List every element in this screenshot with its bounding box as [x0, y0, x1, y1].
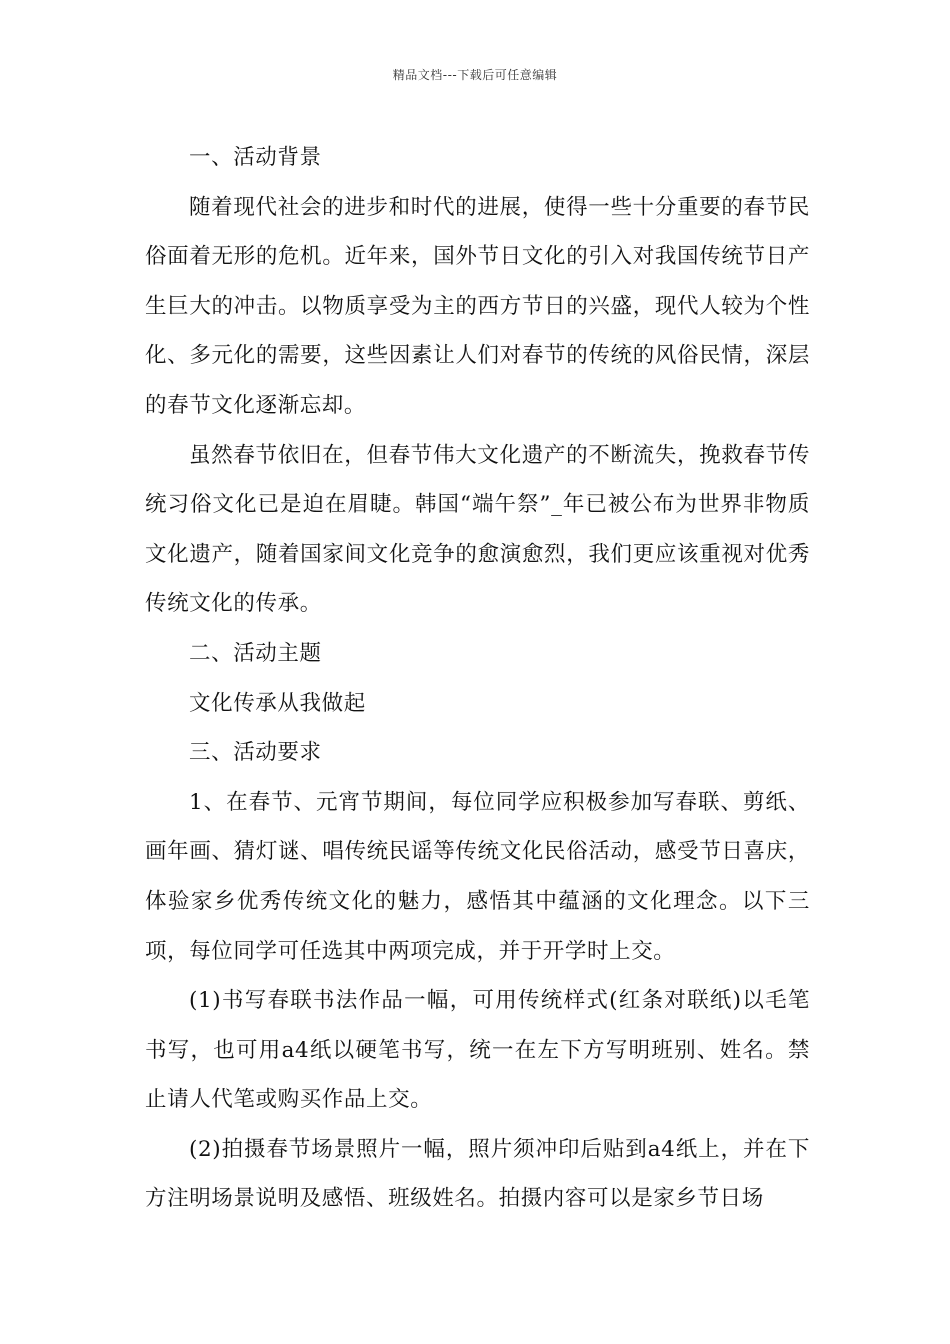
paragraph-item-1: (1)书写春联书法作品一幅，可用传统样式(红条对联纸)以毛笔书写，也可用a4纸以硬笔书写，统一在左下方写明班别、姓名。禁止请人代笔或购买作品上交。 — [145, 988, 810, 1113]
paragraph-item-2: (2)拍摄春节场景照片一幅，照片须冲印后贴到a4纸上，并在下方注明场景说明及感悟、班级姓名。拍摄内容可以是家乡节日场 — [145, 1136, 810, 1212]
paragraph-background-2: 虽然春节依旧在，但春节伟大文化遗产的不断流失，挽救春节传统习俗文化已是迫在眉睫。韩国“端午祭”_年已被公布为世界非物质文化遗产，随着国家间文化竞争的愈演愈烈，我们更应该重视对优秀传统文化的传承。 — [145, 442, 810, 617]
section-heading-background: 一、活动背景 — [189, 145, 322, 170]
page-header: 精品文档---下载后可任意编辑 — [392, 68, 558, 82]
paragraph-theme: 文化传承从我做起 — [189, 690, 366, 716]
paragraph-background-1: 随着现代社会的进步和时代的进展，使得一些十分重要的春节民俗面着无形的危机。近年来，国外节日文化的引入对我国传统节日产生巨大的冲击。以物质享受为主的西方节日的兴盛，现代人较为个性化、多元化的需要，这些因素让人们对春节的传统的风俗民情，深层的春节文化逐渐忘却。 — [145, 194, 810, 418]
section-heading-requirements: 三、活动要求 — [189, 740, 322, 766]
document-body — [145, 133, 810, 1224]
paragraph-requirement-1: 1、在春节、元宵节期间，每位同学应积极参加写春联、剪纸、画年画、猜灯谜、唱传统民谣等传统文化民俗活动，感受节日喜庆，体验家乡优秀传统文化的魅力，感悟其中蕴涵的文化理念。以下三项，每位同学可任选其中两项完成，并于开学时上交。 — [145, 789, 810, 964]
section-heading-theme: 二、活动主题 — [189, 640, 322, 666]
